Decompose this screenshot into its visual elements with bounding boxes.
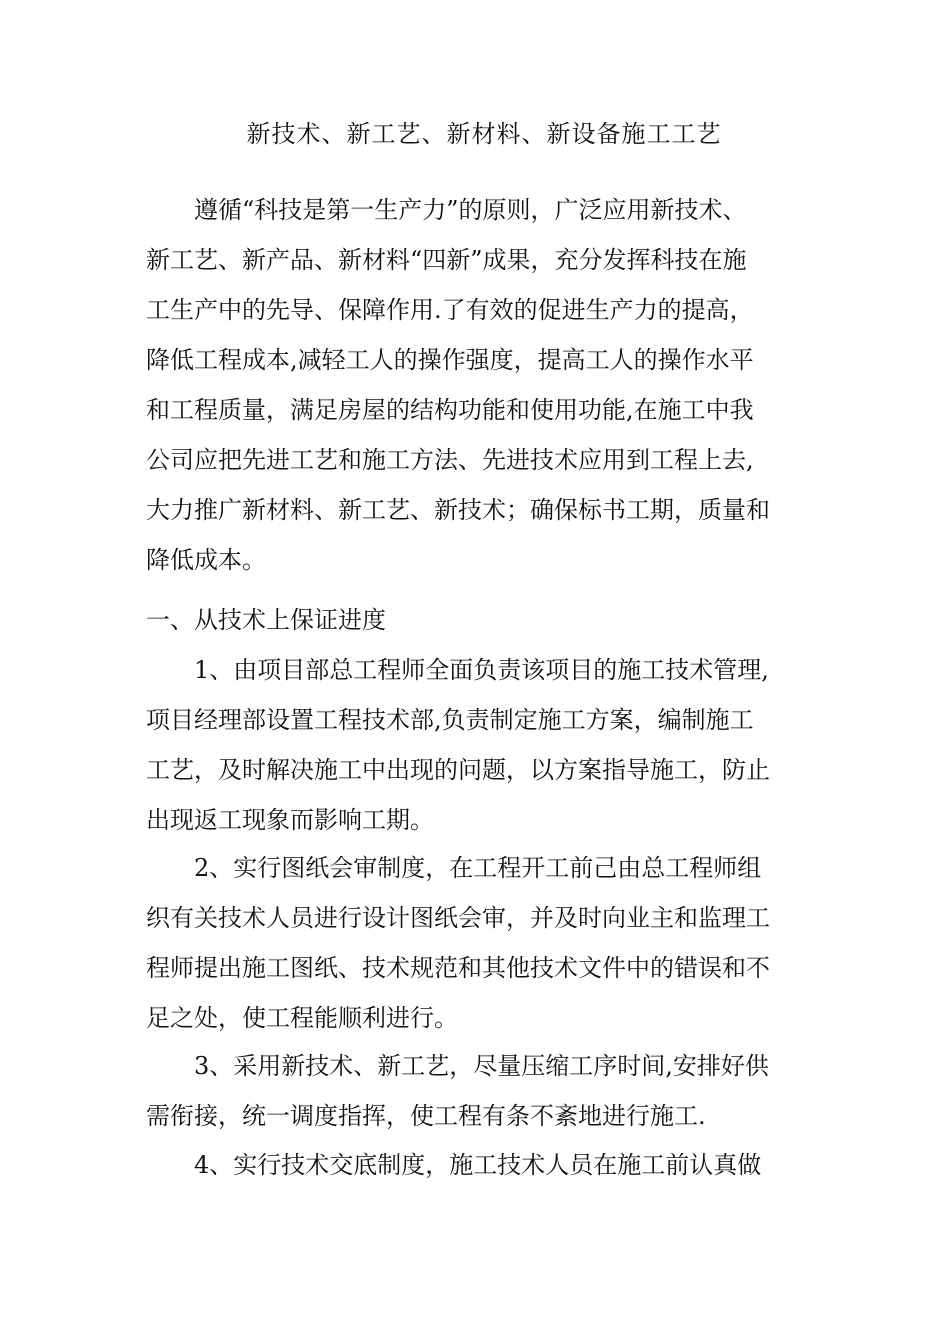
item-4-line: 4、实行技术交底制度，施工技术人员在施工前认真做 <box>194 1151 762 1179</box>
item-2-line: 织有关技术人员进行设计图纸会审，并及时向业主和监理工 <box>146 904 770 932</box>
item-1-line: 1、由项目部总工程师全面负责该项目的施工技术管理, <box>194 656 769 684</box>
intro-line: 工生产中的先导、保障作用.了有效的促进生产力的提高， <box>146 296 754 324</box>
item-4-paragraph <box>146 1140 822 1190</box>
item-3-line: 需衔接，统一调度指挥，使工程有条不紊地进行施工. <box>146 1102 706 1130</box>
intro-line: 公司应把先进工艺和施工方法、先进技术应用到工程上去, <box>146 446 754 474</box>
intro-line: 遵循“科技是第一生产力”的原则，广泛应用新技术、 <box>194 196 747 224</box>
intro-line: 大力推广新材料、新工艺、新技术；确保标书工期，质量和 <box>146 496 770 524</box>
section-heading-text: 一、从技术上保证进度 <box>146 606 386 634</box>
item-3-line: 3、采用新技术、新工艺，尽量压缩工序时间,安排好供 <box>194 1052 769 1080</box>
intro-line: 和工程质量，满足房屋的结构功能和使用功能,在施工中我 <box>146 396 754 424</box>
intro-line: 降低工程成本,减轻工人的操作强度，提高工人的操作水平 <box>146 346 754 374</box>
item-1-line: 项目经理部设置工程技术部,负责制定施工方案，编制施工 <box>146 706 754 734</box>
item-1-line: 工艺，及时解决施工中出现的问题，以方案指导施工，防止 <box>146 756 770 784</box>
intro-line: 降低成本。 <box>146 546 266 574</box>
item-2-line: 足之处，使工程能顺利进行。 <box>146 1004 458 1032</box>
intro-line: 新工艺、新产品、新材料“四新”成果，充分发挥科技在施 <box>146 246 747 274</box>
item-2-line: 程师提出施工图纸、技术规范和其他技术文件中的错误和不 <box>146 954 770 982</box>
item-3-paragraph <box>146 1041 822 1141</box>
section-heading <box>146 595 822 645</box>
intro-paragraph <box>146 185 822 585</box>
item-2-line: 2、实行图纸会审制度，在工程开工前己由总工程师组 <box>194 854 762 882</box>
item-1-paragraph <box>146 645 822 845</box>
item-2-paragraph <box>146 843 822 1043</box>
item-1-line: 出现返工现象而影响工期。 <box>146 806 434 834</box>
document-title: 新技术、新工艺、新材料、新设备施工工艺 <box>246 120 722 148</box>
